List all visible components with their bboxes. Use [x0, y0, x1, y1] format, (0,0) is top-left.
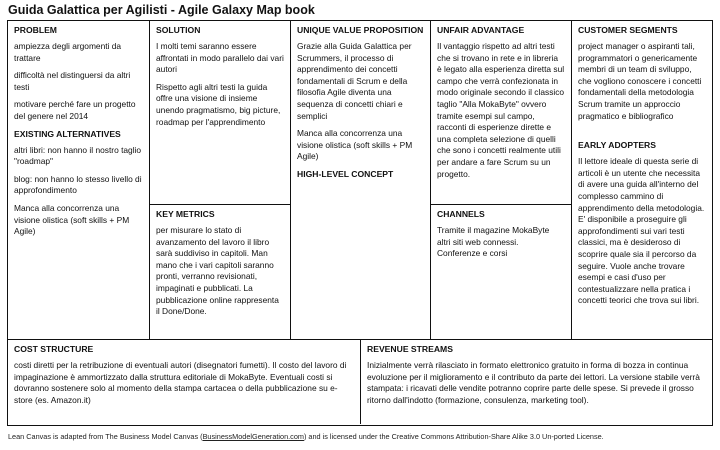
page-title: Guida Galattica per Agilisti - Agile Galaxy Map book [8, 3, 315, 17]
uvp-heading: UNIQUE VALUE PROPOSITION [297, 25, 424, 35]
customer-segments-text: project manager o aspiranti tali, programmatori o genericamente membri di un team di sviluppo, che vogliono conoscere i concetti fondamentali della metodologia Scrum tramite un approccio pragmatico e bibliografico [578, 41, 702, 121]
key-metrics-section [149, 205, 290, 339]
channels-heading: CHANNELS [437, 209, 485, 219]
alternative-item: altri libri: non hanno il nostro taglio "roadmap" [14, 144, 142, 167]
solution-item: Rispetto agli altri testi la guida offre una visione di insieme unendo pragmatismo, big picture, roadmap per l'apprendimento [156, 81, 281, 127]
solution-heading: SOLUTION [156, 25, 201, 35]
cost-structure-heading: COST STRUCTURE [14, 344, 94, 354]
uvp-item: Grazie alla Guida Galattica per Scrummers, il processo di apprendimento dei concetti fondamentali di Scrum e della filosofia Agile diventa una sequenza di concetti chiari e semplici [297, 41, 412, 121]
existing-alternatives-heading: EXISTING ALTERNATIVES [14, 128, 121, 139]
early-adopters-heading: EARLY ADOPTERS [578, 140, 656, 151]
uvp-section [290, 21, 430, 339]
lean-canvas [7, 20, 713, 426]
problem-item: ampiezza degli argomenti da trattare [14, 41, 122, 63]
business-model-link[interactable]: BusinessModelGeneration.com [202, 432, 304, 441]
customer-segments-heading: CUSTOMER SEGMENTS [578, 25, 678, 35]
alternative-item: blog: non hanno lo stesso livello di approfondimento [14, 173, 142, 196]
unfair-advantage-heading: UNFAIR ADVANTAGE [437, 25, 525, 35]
license-footer [8, 432, 604, 441]
problem-item: difficoltà nel distinguersi da altri testi [14, 70, 131, 92]
channel-item: Tramite il magazine MokaByte [437, 225, 550, 235]
problem-section [8, 21, 149, 339]
alternative-item: Manca alla concorrenza una visione olistica (soft skills + PM Agile) [14, 202, 130, 237]
channel-item: altri siti web connessi. [437, 236, 519, 247]
footer-prefix: Lean Canvas is adapted from The Business Model Canvas ( [8, 432, 203, 441]
channel-item: Conferenze e corsi [437, 248, 508, 259]
key-metrics-heading: KEY METRICS [156, 209, 215, 219]
key-metrics-text: per misurare lo stato di avanzamento del lavoro il libro sarà suddiviso in capitoli. Man mano che i vari capitoli saranno pronti, verranno revisionati, impaginati e pubblicati. La pubblicazione online rappresenta il Done/Done. [156, 225, 279, 317]
channels-section [430, 205, 571, 339]
problem-heading: PROBLEM [14, 25, 57, 35]
uvp-item: Manca alla concorrenza una visione olistica (soft skills + PM Agile) [297, 128, 413, 162]
revenue-streams-section [360, 339, 712, 424]
unfair-advantage-text: Il vantaggio rispetto ad altri testi che si trovano in rete e in libreria è legato alla esperienza diretta sul campo che verrà confezionata in modo originale secondo il classico taglio "Alla MokaByte" ovvero tramite esempi sul campo, racconti di esperienze dirette e una completa selezione di quelli che sono i concetti realmente utili per andare a fare Scrum su un progetto. [437, 41, 565, 179]
early-adopters-text: Il lettore ideale di questa serie di articoli è un utente che necessita di avere una guida all'interno del complesso cammino di apprendimento della metodologia. E' disponibile a proseguire gli approfondimenti sui vari testi classici, ma è desideroso di scoprire quale sia il percorso da seguire. Vuole anche trovare esempi e casi d'uso per contestualizzare nella pratica i concetti teorici che trova sui libri. [578, 156, 705, 306]
cost-structure-section [8, 339, 360, 424]
revenue-streams-text: Inizialmente verrà rilasciato in formato elettronico gratuito in forma di bozza in continua evoluzione per il miglioramento e il contributo da parte dei lettori. La versione stabile verrà stampata: i ricavati delle vendite potranno coprire parte delle spese. Si prevede il grosso ritorno dall'indotto (formazione, consulenza, marketing tool). [367, 360, 700, 405]
problem-item: motivare perché fare un progetto del genere nel 2014 [14, 99, 136, 121]
footer-suffix: ) and is licensed under the Creative Commons Attribution-Share Alike 3.0 Un-ported License. [303, 432, 604, 441]
customer-segments-section [571, 21, 712, 339]
unfair-advantage-section [430, 21, 571, 205]
revenue-streams-heading: REVENUE STREAMS [367, 344, 453, 354]
cost-structure-text: costi diretti per la retribuzione di eventuali autori (disegnatori fumetti). Il costo del lavoro di impaginazione è ammortizzato dalla struttura editoriale di MokaByte. Eventuali costi si dovranno sostenere solo al momento della stampa cartacea o della pubblicazione su e-store (es. Amazon.it) [14, 360, 347, 405]
high-level-concept-heading: HIGH-LEVEL CONCEPT [297, 168, 394, 179]
solution-section [149, 21, 290, 205]
solution-item: I molti temi saranno essere affrontati in modo parallelo dai vari autori [156, 41, 284, 75]
